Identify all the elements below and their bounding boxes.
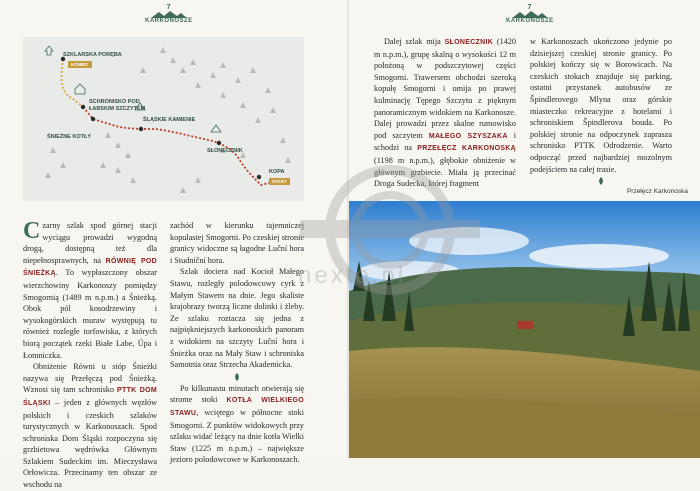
paragraph: zachód w kierunku tajemniczej kopulastej Smogorni. Po czeskiej stronie granicy widoczne są łagodne Luční hora i Studniční hora.: [170, 221, 304, 265]
right-page: [349, 0, 700, 458]
end-badge: KONIEC: [68, 61, 92, 68]
highlight-dom-slaski: PTTK DOM ŚLĄSKI: [23, 387, 157, 407]
right-column-2: [530, 36, 672, 187]
text-run: Obniżenie Równi u stóp Śnieżki nazywa się Przełęczą pod Śnieżką. Wznosi się tam schronisko: [23, 362, 157, 395]
leaf-ornament-icon: [233, 373, 241, 381]
highlight-maly-szyszak: MAŁEGO SZYSZAKA: [428, 132, 508, 140]
highlight-rownia: RÓWNIĘ POD ŚNIEŻKĄ: [23, 257, 158, 278]
text-run: (1198 m n.p.m.), głębokie obniżenie w głównym grzbiecie. Miała ją przecinać Droga Sudecka, której fragment: [374, 155, 516, 189]
text-run: i schodzi na: [374, 130, 516, 153]
text-run: Dalej szlak mija: [384, 37, 445, 46]
paragraph: Szlak dociera nad Kocioł Małego Stawu, rozległy polodowcowy cyrk z Małym Stawem na dnie. Jego skaliste krajobrazy tworzą liczne dolinki i żleby. Ze szlaku roztacza się jedna z najpiękniejszych karkonoskich panoram z widokiem na szczyty Luční hora i Śnieżka oraz na Mały Staw i schroniska Samotnia oraz Strzecha Akademicka.: [170, 267, 304, 370]
map-label-sniezne-kotly: ŚNIEŻNE KOTŁY: [47, 134, 92, 140]
text-run: (1420 m n.p.m.), grupę skalną o wysokości 12 m położoną w podszczytowej części Smogorni. Trawersem obchodzi szeroką kopułę Smogorni i omija po prawej kulminację Tępego Szczytu z pięknym panoramicznym widokiem na Karkonosze. Dalej prowadzi przez skalne rumowisko pod szczytem: [374, 37, 516, 140]
map-label-kopa: KOPA: [269, 169, 285, 175]
left-column-2: [170, 220, 304, 466]
map-label-schronisko: SCHRONISKO POD ŁABSKIM SZCZYTEM: [89, 99, 146, 112]
map-label-szklarska: SZKLARSKA PORĘBA: [63, 52, 122, 58]
text-run: . To wypłaszczony obszar wierzchowiny Karkonoszy pomiędzy Smogornią (1489 m n.p.m.) a Śnieżką. Obok pól kosodrzewiny i wysokogórskich muraw występują tu również rozległe torfowiska, z których biorą początek rzeki Białe Labe, Úpa i Łomniczka.: [23, 268, 157, 360]
mountain-logo-icon: [151, 11, 187, 18]
landscape-photo: [349, 201, 700, 458]
watermark-text: nexto.pl: [298, 262, 407, 289]
page-header: [145, 4, 193, 24]
page-header-right: [506, 4, 554, 24]
map-label-slonecznik: SŁONECZNIK: [207, 148, 243, 154]
section-title: KARKONOSZE: [145, 18, 193, 24]
highlight-kociol: KOTŁA WIELKIEGO STAWU: [170, 397, 304, 417]
leaf-ornament-icon: [597, 177, 605, 185]
highlight-slonecznik: SŁONECZNIK: [444, 39, 494, 46]
paragraph: w Karkonoszach ukończono jedynie po dzisiejszej czeskiej stronie granicy. Po polskiej kończy się w Borowicach. Na czeskich stokach znajduje się parking, ostatni przystanek autobusów ze Špindlerovego Mlyna oraz górskie miasteczko rekreacyjne z hotelami i schroniskiem Špindlerova bouda. Po polskiej stronie na odpoczynek zaprasza schronisko PTTK Odrodzenie. Warto odpocząć przed najbardziej mozolnym podejściem na całej trasie.: [530, 37, 672, 174]
text-run: – jeden z głównych węzłów polskich i czeskich szlaków turystycznych w Karkonoszach. Spod schroniska Dom Śląski rozpoczyna się grzbietowa wędrówka Głównym Szlakiem Sudeckim im. Mieczysława Orłowicza. Przecinamy ten obszar ze wschodu na: [23, 397, 157, 490]
page-number: 7: [527, 4, 533, 11]
mountain-logo-icon: [512, 11, 548, 18]
text-run: , wciętego w północne stoki Smogorni. Z punktów widokowych przy szlaku widać leżący na dnie kotła Wielki Staw (1225 m n.p.m.) – największe jezioro polodowcowe w Karkonoszach.: [170, 407, 304, 465]
drop-cap: C: [23, 218, 41, 244]
map-label-slaskie-kamienie: ŚLĄSKIE KAMIENIE: [143, 117, 196, 123]
text-run: zarny szlak spod górnej stacji wyciągu prowadzi wygodną drogą, dostępną też dla niepełnosprawnych, na: [23, 221, 157, 265]
photo-caption: Przełęcz Karkonoska: [626, 188, 688, 195]
section-title: KARKONOSZE: [506, 18, 554, 24]
highlight-przelecz: PRZEŁĘCZ KARKONOSKĄ: [417, 145, 516, 153]
left-page: [0, 0, 349, 490]
text-run: Po kilkunastu minutach otwierają się strome stoki: [170, 383, 304, 405]
page-number: 7: [166, 4, 172, 11]
route-map: [23, 37, 304, 201]
start-badge: START: [269, 178, 290, 185]
right-column-1: [374, 36, 516, 190]
left-column-1: [23, 220, 157, 491]
